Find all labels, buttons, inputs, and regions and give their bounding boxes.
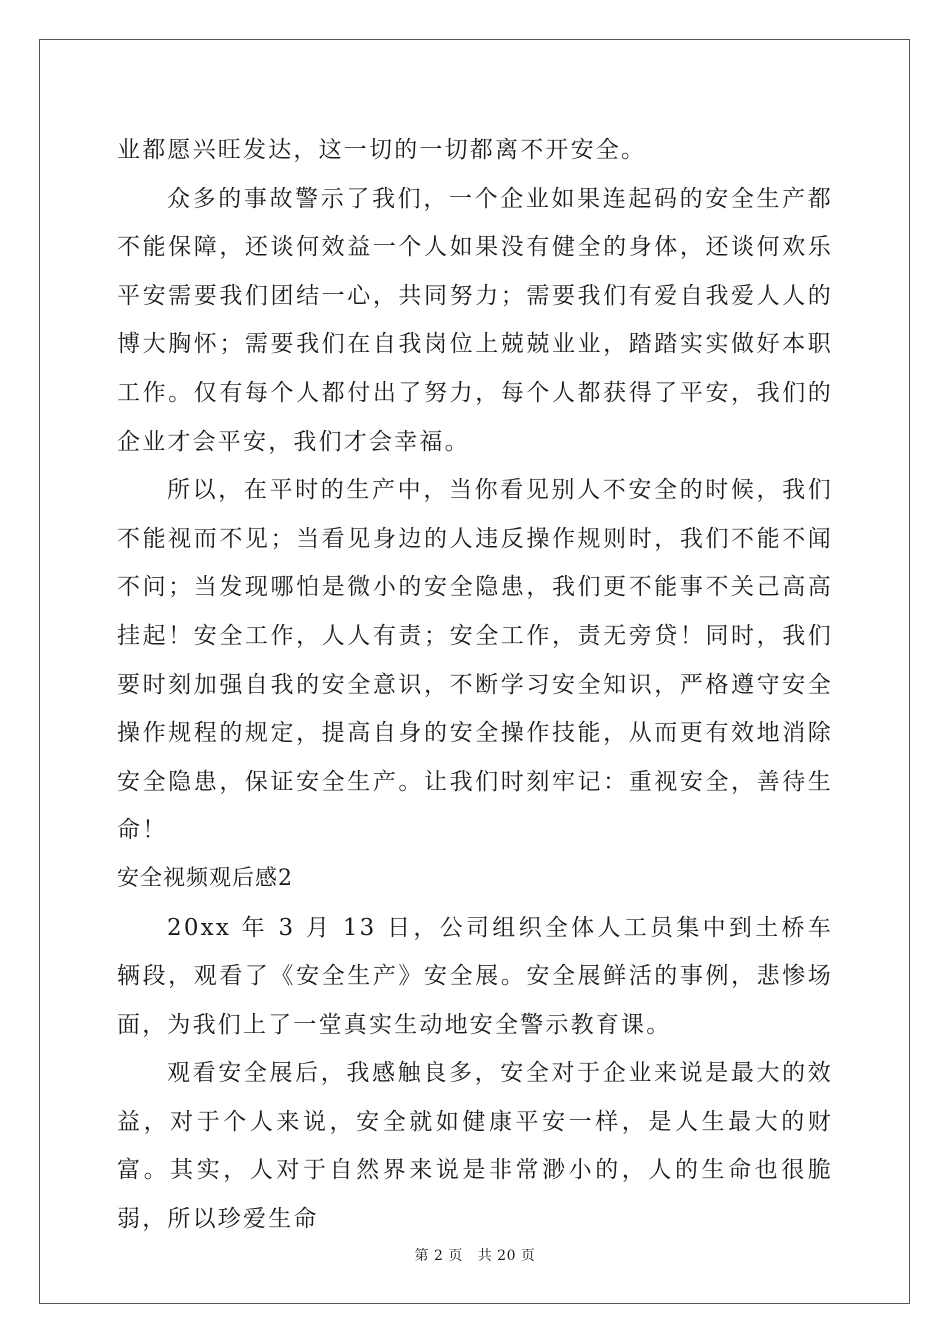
paragraph-1: 业都愿兴旺发达，这一切的一切都离不开安全。 [117, 137, 647, 163]
page-footer [0, 1245, 950, 1265]
paragraph-3: 所以，在平时的生产中，当你看见别人不安全的时候，我们不能视而不见；当看见身边的人违反操作规则时，我们不能不闻不问；当发现哪怕是微小的安全隐患，我们更不能事不关己高高挂起！安全工作，人人有责；安全工作，责无旁贷！同时，我们要时刻加强自我的安全意识，不断学习安全知识，严格遵守安全操作规程的规定，提高自身的安全操作技能，从而更有效地消除安全隐患，保证安全生产。让我们时刻牢记：重视安全，善待生命！ [117, 477, 833, 844]
paragraph-5: 观看安全展后，我感触良多，安全对于企业来说是最大的效益，对于个人来说，安全就如健康平安一样，是人生最大的财富。其实，人对于自然界来说是非常渺小的，人的生命也很脆弱，所以珍爱生命 [117, 1060, 833, 1233]
paragraph-2: 众多的事故警示了我们，一个企业如果连起码的安全生产都不能保障，还谈何效益一个人如果没有健全的身体，还谈何欢乐平安需要我们团结一心，共同努力；需要我们有爱自我爱人人的博大胸怀；需要我们在自我岗位上兢兢业业，踏踏实实做好本职工作。仅有每个人都付出了努力，每个人都获得了平安，我们的企业才会平安，我们才会幸福。 [117, 185, 833, 455]
page-number: 第 2 页 [414, 1248, 463, 1264]
paragraph-4: 20xx 年 3 月 13 日，公司组织全体人工员集中到土桥车辆段，观看了《安全生产》安全展。安全展鲜活的事例，悲惨场面，为我们上了一堂真实生动地安全警示教育课。 [117, 914, 833, 1038]
section-heading: 安全视频观后感2 [117, 865, 293, 891]
page-total: 共 20 页 [477, 1248, 536, 1264]
document-body [117, 126, 833, 1244]
